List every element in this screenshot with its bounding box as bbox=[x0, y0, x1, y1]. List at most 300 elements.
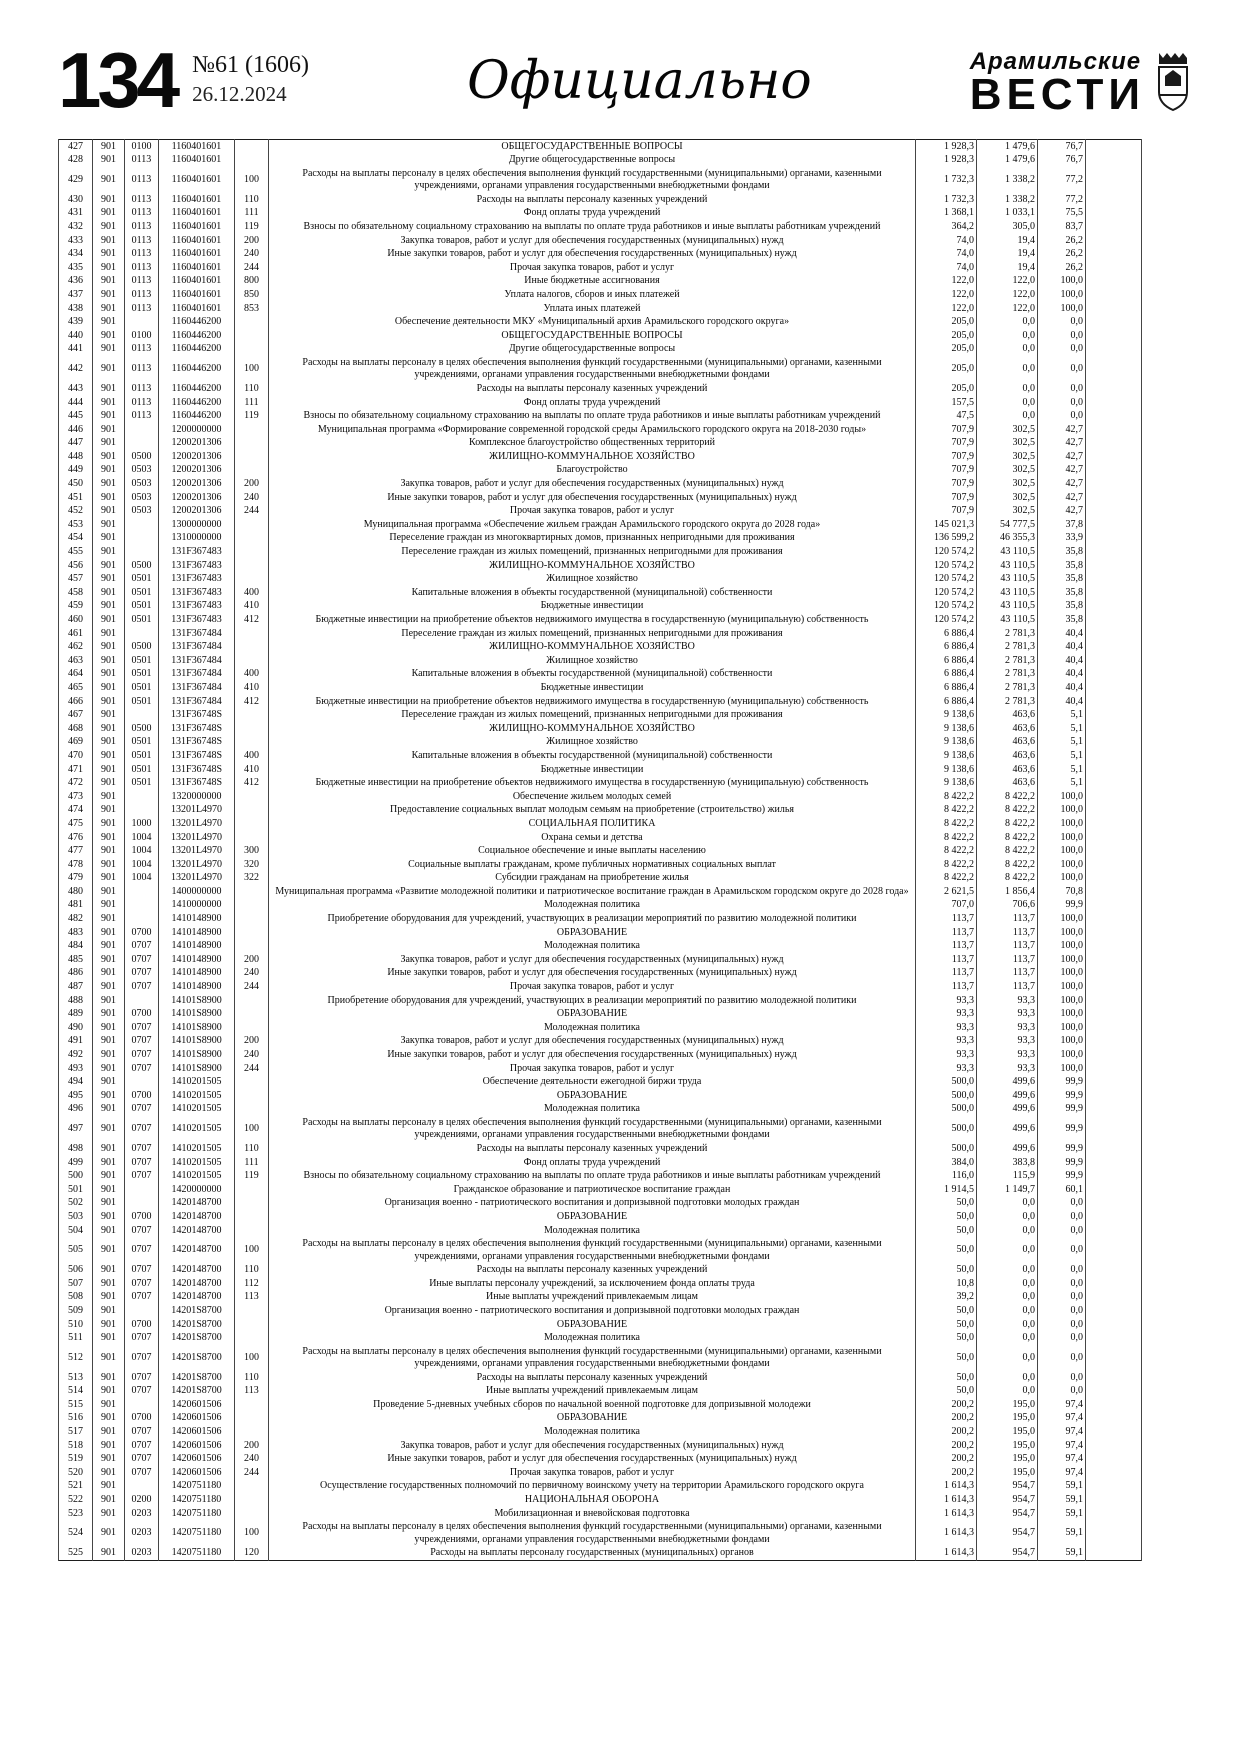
percent-value: 99,9 bbox=[1038, 1142, 1086, 1156]
expense-name: Обеспечение деятельности МКУ «Муниципальный архив Арамильского городского округа» bbox=[269, 316, 916, 330]
table-row bbox=[59, 1480, 1142, 1494]
expense-name: Капитальные вложения в объекты государственной (муниципальной) собственности bbox=[269, 668, 916, 682]
target-article-code: 131F367483 bbox=[159, 586, 235, 600]
section-code bbox=[125, 804, 159, 818]
executed-value: 0,0 bbox=[977, 1345, 1038, 1371]
table-row bbox=[59, 912, 1142, 926]
expense-type-code bbox=[235, 464, 269, 478]
percent-value: 35,8 bbox=[1038, 545, 1086, 559]
section-code: 0503 bbox=[125, 464, 159, 478]
grbs-code: 901 bbox=[93, 1035, 125, 1049]
grbs-code: 901 bbox=[93, 681, 125, 695]
table-row bbox=[59, 586, 1142, 600]
plan-value: 1 614,3 bbox=[916, 1507, 977, 1521]
plan-value: 364,2 bbox=[916, 220, 977, 234]
target-article-code: 1160401601 bbox=[159, 167, 235, 193]
target-article-code: 13201L4970 bbox=[159, 817, 235, 831]
section-code: 0203 bbox=[125, 1507, 159, 1521]
row-number: 454 bbox=[59, 532, 93, 546]
grbs-code: 901 bbox=[93, 722, 125, 736]
row-number: 432 bbox=[59, 220, 93, 234]
spacer-cell bbox=[1086, 1466, 1142, 1480]
executed-value: 302,5 bbox=[977, 437, 1038, 451]
target-article-code: 1420601506 bbox=[159, 1425, 235, 1439]
percent-value: 33,9 bbox=[1038, 532, 1086, 546]
expense-type-code: 120 bbox=[235, 1547, 269, 1561]
row-number: 428 bbox=[59, 154, 93, 168]
section-code: 0700 bbox=[125, 1210, 159, 1224]
executed-value: 2 781,3 bbox=[977, 681, 1038, 695]
expense-name: Проведение 5-дневных учебных сборов по начальной военной подготовке для допризывной молодежи bbox=[269, 1398, 916, 1412]
expense-type-code: 850 bbox=[235, 288, 269, 302]
spacer-cell bbox=[1086, 967, 1142, 981]
row-number: 506 bbox=[59, 1264, 93, 1278]
executed-value: 302,5 bbox=[977, 464, 1038, 478]
executed-value: 0,0 bbox=[977, 1224, 1038, 1238]
expense-name: Закупка товаров, работ и услуг для обеспечения государственных (муниципальных) нужд bbox=[269, 234, 916, 248]
section-code bbox=[125, 1480, 159, 1494]
row-number: 502 bbox=[59, 1197, 93, 1211]
expense-name: Организация военно - патриотического воспитания и допризывной подготовки молодых граждан bbox=[269, 1304, 916, 1318]
table-row bbox=[59, 1371, 1142, 1385]
spacer-cell bbox=[1086, 940, 1142, 954]
row-number: 483 bbox=[59, 926, 93, 940]
table-row bbox=[59, 343, 1142, 357]
section-code: 0113 bbox=[125, 288, 159, 302]
spacer-cell bbox=[1086, 1385, 1142, 1399]
target-article-code: 1160446200 bbox=[159, 410, 235, 424]
section-code: 0700 bbox=[125, 926, 159, 940]
expense-type-code bbox=[235, 532, 269, 546]
expense-type-code bbox=[235, 423, 269, 437]
target-article-code: 131F367484 bbox=[159, 695, 235, 709]
section-code: 0501 bbox=[125, 600, 159, 614]
section-code: 1000 bbox=[125, 817, 159, 831]
target-article-code: 1410148900 bbox=[159, 967, 235, 981]
section-code: 0707 bbox=[125, 1385, 159, 1399]
row-number: 448 bbox=[59, 450, 93, 464]
target-article-code: 1160446200 bbox=[159, 343, 235, 357]
executed-value: 2 781,3 bbox=[977, 668, 1038, 682]
grbs-code: 901 bbox=[93, 1466, 125, 1480]
table-row bbox=[59, 410, 1142, 424]
expense-name: Иные выплаты учреждений привлекаемым лицам bbox=[269, 1291, 916, 1305]
spacer-cell bbox=[1086, 450, 1142, 464]
expense-name: Другие общегосударственные вопросы bbox=[269, 343, 916, 357]
percent-value: 97,4 bbox=[1038, 1453, 1086, 1467]
expense-name: Расходы на выплаты персоналу государственных (муниципальных) органов bbox=[269, 1547, 916, 1561]
row-number: 522 bbox=[59, 1493, 93, 1507]
plan-value: 8 422,2 bbox=[916, 858, 977, 872]
grbs-code: 901 bbox=[93, 709, 125, 723]
target-article-code: 1400000000 bbox=[159, 885, 235, 899]
table-row bbox=[59, 695, 1142, 709]
percent-value: 100,0 bbox=[1038, 994, 1086, 1008]
executed-value: 0,0 bbox=[977, 316, 1038, 330]
table-row bbox=[59, 1412, 1142, 1426]
expense-type-code bbox=[235, 1507, 269, 1521]
table-row bbox=[59, 518, 1142, 532]
executed-value: 0,0 bbox=[977, 1371, 1038, 1385]
section-code bbox=[125, 790, 159, 804]
percent-value: 100,0 bbox=[1038, 967, 1086, 981]
plan-value: 8 422,2 bbox=[916, 804, 977, 818]
expense-type-code: 200 bbox=[235, 953, 269, 967]
spacer-cell bbox=[1086, 1318, 1142, 1332]
row-number: 503 bbox=[59, 1210, 93, 1224]
page-number: 134 bbox=[58, 36, 177, 124]
table-row bbox=[59, 722, 1142, 736]
table-row bbox=[59, 1008, 1142, 1022]
percent-value: 0,0 bbox=[1038, 316, 1086, 330]
row-number: 472 bbox=[59, 777, 93, 791]
section-code: 0203 bbox=[125, 1547, 159, 1561]
plan-value: 8 422,2 bbox=[916, 831, 977, 845]
row-number: 481 bbox=[59, 899, 93, 913]
plan-value: 1 914,5 bbox=[916, 1183, 977, 1197]
table-row bbox=[59, 1142, 1142, 1156]
page-header bbox=[0, 0, 1241, 124]
expense-name: Прочая закупка товаров, работ и услуг bbox=[269, 1062, 916, 1076]
expense-name: ЖИЛИЩНО-КОММУНАЛЬНОЕ ХОЗЯЙСТВО bbox=[269, 450, 916, 464]
plan-value: 200,2 bbox=[916, 1425, 977, 1439]
expense-name: Бюджетные инвестиции bbox=[269, 763, 916, 777]
table-row bbox=[59, 845, 1142, 859]
plan-value: 113,7 bbox=[916, 953, 977, 967]
expense-type-code: 111 bbox=[235, 1156, 269, 1170]
spacer-cell bbox=[1086, 654, 1142, 668]
plan-value: 120 574,2 bbox=[916, 600, 977, 614]
grbs-code: 901 bbox=[93, 790, 125, 804]
spacer-cell bbox=[1086, 899, 1142, 913]
executed-value: 43 110,5 bbox=[977, 586, 1038, 600]
executed-value: 954,7 bbox=[977, 1480, 1038, 1494]
grbs-code: 901 bbox=[93, 845, 125, 859]
target-article-code: 131F36748S bbox=[159, 736, 235, 750]
grbs-code: 901 bbox=[93, 518, 125, 532]
expense-type-code: 244 bbox=[235, 261, 269, 275]
executed-value: 1 856,4 bbox=[977, 885, 1038, 899]
executed-value: 113,7 bbox=[977, 940, 1038, 954]
spacer-cell bbox=[1086, 1008, 1142, 1022]
executed-value: 122,0 bbox=[977, 275, 1038, 289]
expense-name: Иные закупки товаров, работ и услуг для обеспечения государственных (муниципальных) нужд bbox=[269, 248, 916, 262]
target-article-code: 14101S8900 bbox=[159, 1035, 235, 1049]
executed-value: 195,0 bbox=[977, 1425, 1038, 1439]
spacer-cell bbox=[1086, 1103, 1142, 1117]
plan-value: 8 422,2 bbox=[916, 817, 977, 831]
spacer-cell bbox=[1086, 1183, 1142, 1197]
section-code bbox=[125, 709, 159, 723]
executed-value: 302,5 bbox=[977, 477, 1038, 491]
grbs-code: 901 bbox=[93, 804, 125, 818]
row-number: 470 bbox=[59, 749, 93, 763]
plan-value: 6 886,4 bbox=[916, 641, 977, 655]
percent-value: 42,7 bbox=[1038, 491, 1086, 505]
target-article-code: 14101S8900 bbox=[159, 1062, 235, 1076]
executed-value: 0,0 bbox=[977, 1318, 1038, 1332]
percent-value: 42,7 bbox=[1038, 505, 1086, 519]
section-code: 0503 bbox=[125, 505, 159, 519]
expense-type-code: 240 bbox=[235, 248, 269, 262]
executed-value: 302,5 bbox=[977, 423, 1038, 437]
plan-value: 500,0 bbox=[916, 1076, 977, 1090]
target-article-code: 131F367484 bbox=[159, 681, 235, 695]
expense-type-code: 100 bbox=[235, 1116, 269, 1142]
row-number: 465 bbox=[59, 681, 93, 695]
row-number: 474 bbox=[59, 804, 93, 818]
section-code: 0113 bbox=[125, 396, 159, 410]
table-row bbox=[59, 858, 1142, 872]
executed-value: 113,7 bbox=[977, 926, 1038, 940]
percent-value: 60,1 bbox=[1038, 1183, 1086, 1197]
grbs-code: 901 bbox=[93, 450, 125, 464]
expense-name: Бюджетные инвестиции на приобретение объектов недвижимого имущества в государственную (муниципальную) собственность bbox=[269, 777, 916, 791]
table-row bbox=[59, 234, 1142, 248]
grbs-code: 901 bbox=[93, 1062, 125, 1076]
spacer-cell bbox=[1086, 1412, 1142, 1426]
spacer-cell bbox=[1086, 1291, 1142, 1305]
percent-value: 75,5 bbox=[1038, 207, 1086, 221]
expense-name: ОБРАЗОВАНИЕ bbox=[269, 1318, 916, 1332]
expense-type-code: 119 bbox=[235, 410, 269, 424]
row-number: 431 bbox=[59, 207, 93, 221]
expense-type-code bbox=[235, 722, 269, 736]
expense-type-code bbox=[235, 1425, 269, 1439]
spacer-cell bbox=[1086, 275, 1142, 289]
section-code bbox=[125, 1398, 159, 1412]
executed-value: 8 422,2 bbox=[977, 845, 1038, 859]
plan-value: 50,0 bbox=[916, 1238, 977, 1264]
spacer-cell bbox=[1086, 1277, 1142, 1291]
percent-value: 35,8 bbox=[1038, 600, 1086, 614]
expense-type-code bbox=[235, 817, 269, 831]
spacer-cell bbox=[1086, 749, 1142, 763]
plan-value: 707,9 bbox=[916, 437, 977, 451]
row-number: 507 bbox=[59, 1277, 93, 1291]
percent-value: 83,7 bbox=[1038, 220, 1086, 234]
expense-type-code bbox=[235, 885, 269, 899]
plan-value: 50,0 bbox=[916, 1264, 977, 1278]
row-number: 514 bbox=[59, 1385, 93, 1399]
executed-value: 8 422,2 bbox=[977, 817, 1038, 831]
grbs-code: 901 bbox=[93, 477, 125, 491]
plan-value: 1 614,3 bbox=[916, 1547, 977, 1561]
expense-type-code: 100 bbox=[235, 1238, 269, 1264]
row-number: 497 bbox=[59, 1116, 93, 1142]
section-code bbox=[125, 545, 159, 559]
target-article-code: 1410201505 bbox=[159, 1116, 235, 1142]
expense-type-code bbox=[235, 1197, 269, 1211]
row-number: 455 bbox=[59, 545, 93, 559]
expense-name: Закупка товаров, работ и услуг для обеспечения государственных (муниципальных) нужд bbox=[269, 1035, 916, 1049]
section-code: 0707 bbox=[125, 1238, 159, 1264]
row-number: 439 bbox=[59, 316, 93, 330]
expense-name: Расходы на выплаты персоналу в целях обеспечения выполнения функций государственными (муниципальными) органами, казенными учреждениями, органами управления государственными внебюджетными фондами bbox=[269, 1238, 916, 1264]
section-code: 0707 bbox=[125, 1224, 159, 1238]
row-number: 504 bbox=[59, 1224, 93, 1238]
section-code: 0501 bbox=[125, 695, 159, 709]
target-article-code: 1200201306 bbox=[159, 437, 235, 451]
row-number: 489 bbox=[59, 1008, 93, 1022]
grbs-code: 901 bbox=[93, 899, 125, 913]
plan-value: 113,7 bbox=[916, 926, 977, 940]
expense-name: Организация военно - патриотического воспитания и допризывной подготовки молодых граждан bbox=[269, 1197, 916, 1211]
expense-name: ОБРАЗОВАНИЕ bbox=[269, 1008, 916, 1022]
plan-value: 200,2 bbox=[916, 1439, 977, 1453]
plan-value: 93,3 bbox=[916, 994, 977, 1008]
target-article-code: 1160401601 bbox=[159, 140, 235, 154]
grbs-code: 901 bbox=[93, 288, 125, 302]
spacer-cell bbox=[1086, 777, 1142, 791]
spacer-cell bbox=[1086, 885, 1142, 899]
target-article-code: 1420148700 bbox=[159, 1291, 235, 1305]
row-number: 509 bbox=[59, 1304, 93, 1318]
percent-value: 100,0 bbox=[1038, 872, 1086, 886]
table-row bbox=[59, 261, 1142, 275]
spacer-cell bbox=[1086, 994, 1142, 1008]
percent-value: 42,7 bbox=[1038, 450, 1086, 464]
target-article-code: 1420148700 bbox=[159, 1210, 235, 1224]
issue-number: №61 (1606) bbox=[192, 52, 310, 78]
target-article-code: 1200201306 bbox=[159, 450, 235, 464]
expense-type-code bbox=[235, 1480, 269, 1494]
percent-value: 0,0 bbox=[1038, 1210, 1086, 1224]
target-article-code: 1160401601 bbox=[159, 193, 235, 207]
plan-value: 39,2 bbox=[916, 1291, 977, 1305]
row-number: 467 bbox=[59, 709, 93, 723]
expense-type-code bbox=[235, 1076, 269, 1090]
table-row bbox=[59, 573, 1142, 587]
expense-name: Расходы на выплаты персоналу в целях обеспечения выполнения функций государственными (муниципальными) органами, казенными учреждениями, органами управления государственными внебюджетными фондами bbox=[269, 1521, 916, 1547]
executed-value: 463,6 bbox=[977, 722, 1038, 736]
percent-value: 59,1 bbox=[1038, 1507, 1086, 1521]
plan-value: 500,0 bbox=[916, 1142, 977, 1156]
grbs-code: 901 bbox=[93, 154, 125, 168]
expense-type-code bbox=[235, 654, 269, 668]
expense-name: Фонд оплаты труда учреждений bbox=[269, 207, 916, 221]
section-code: 0501 bbox=[125, 586, 159, 600]
executed-value: 2 781,3 bbox=[977, 654, 1038, 668]
target-article-code: 13201L4970 bbox=[159, 831, 235, 845]
expense-name: Расходы на выплаты персоналу в целях обеспечения выполнения функций государственными (муниципальными) органами, казенными учреждениями, органами управления государственными внебюджетными фондами bbox=[269, 1116, 916, 1142]
table-row bbox=[59, 926, 1142, 940]
section-code: 0500 bbox=[125, 641, 159, 655]
spacer-cell bbox=[1086, 1142, 1142, 1156]
table-row bbox=[59, 437, 1142, 451]
expense-name: Мобилизационная и вневойсковая подготовка bbox=[269, 1507, 916, 1521]
table-row bbox=[59, 1210, 1142, 1224]
percent-value: 59,1 bbox=[1038, 1493, 1086, 1507]
executed-value: 0,0 bbox=[977, 1385, 1038, 1399]
percent-value: 0,0 bbox=[1038, 343, 1086, 357]
target-article-code: 1420751180 bbox=[159, 1493, 235, 1507]
executed-value: 302,5 bbox=[977, 505, 1038, 519]
grbs-code: 901 bbox=[93, 1183, 125, 1197]
target-article-code: 1410148900 bbox=[159, 912, 235, 926]
expense-type-code: 110 bbox=[235, 193, 269, 207]
target-article-code: 13201L4970 bbox=[159, 858, 235, 872]
section-code: 0707 bbox=[125, 1021, 159, 1035]
expense-name: СОЦИАЛЬНАЯ ПОЛИТИКА bbox=[269, 817, 916, 831]
spacer-cell bbox=[1086, 1425, 1142, 1439]
issue-date: 26.12.2024 bbox=[192, 82, 287, 106]
table-row bbox=[59, 1156, 1142, 1170]
row-number: 484 bbox=[59, 940, 93, 954]
percent-value: 97,4 bbox=[1038, 1398, 1086, 1412]
row-number: 473 bbox=[59, 790, 93, 804]
plan-value: 200,2 bbox=[916, 1466, 977, 1480]
target-article-code: 1160401601 bbox=[159, 220, 235, 234]
percent-value: 100,0 bbox=[1038, 275, 1086, 289]
grbs-code: 901 bbox=[93, 763, 125, 777]
spacer-cell bbox=[1086, 1076, 1142, 1090]
spacer-cell bbox=[1086, 668, 1142, 682]
target-article-code: 131F367484 bbox=[159, 654, 235, 668]
section-code: 0113 bbox=[125, 356, 159, 382]
grbs-code: 901 bbox=[93, 1210, 125, 1224]
spacer-cell bbox=[1086, 1480, 1142, 1494]
expense-type-code: 100 bbox=[235, 356, 269, 382]
grbs-code: 901 bbox=[93, 1089, 125, 1103]
executed-value: 1 338,2 bbox=[977, 193, 1038, 207]
section-code bbox=[125, 899, 159, 913]
expense-name: Жилищное хозяйство bbox=[269, 736, 916, 750]
section-code: 0113 bbox=[125, 275, 159, 289]
percent-value: 100,0 bbox=[1038, 1035, 1086, 1049]
table-row bbox=[59, 532, 1142, 546]
table-row bbox=[59, 1277, 1142, 1291]
percent-value: 0,0 bbox=[1038, 1304, 1086, 1318]
table-row bbox=[59, 1103, 1142, 1117]
row-number: 449 bbox=[59, 464, 93, 478]
spacer-cell bbox=[1086, 1170, 1142, 1184]
grbs-code: 901 bbox=[93, 1507, 125, 1521]
table-row bbox=[59, 1385, 1142, 1399]
grbs-code: 901 bbox=[93, 1142, 125, 1156]
table-row bbox=[59, 1224, 1142, 1238]
grbs-code: 901 bbox=[93, 1197, 125, 1211]
target-article-code: 1420148700 bbox=[159, 1238, 235, 1264]
table-row bbox=[59, 275, 1142, 289]
spacer-cell bbox=[1086, 491, 1142, 505]
spacer-cell bbox=[1086, 559, 1142, 573]
percent-value: 42,7 bbox=[1038, 423, 1086, 437]
plan-value: 50,0 bbox=[916, 1224, 977, 1238]
plan-value: 1 928,3 bbox=[916, 154, 977, 168]
percent-value: 97,4 bbox=[1038, 1466, 1086, 1480]
grbs-code: 901 bbox=[93, 1385, 125, 1399]
grbs-code: 901 bbox=[93, 1453, 125, 1467]
table-row bbox=[59, 545, 1142, 559]
expense-type-code: 400 bbox=[235, 586, 269, 600]
expense-name: Иные закупки товаров, работ и услуг для обеспечения государственных (муниципальных) нужд bbox=[269, 967, 916, 981]
plan-value: 47,5 bbox=[916, 410, 977, 424]
percent-value: 40,4 bbox=[1038, 695, 1086, 709]
section-code: 0113 bbox=[125, 302, 159, 316]
row-number: 485 bbox=[59, 953, 93, 967]
percent-value: 99,9 bbox=[1038, 899, 1086, 913]
table-row bbox=[59, 1318, 1142, 1332]
table-row bbox=[59, 464, 1142, 478]
spacer-cell bbox=[1086, 858, 1142, 872]
masthead-right bbox=[969, 46, 1191, 119]
expense-name: Молодежная политика bbox=[269, 1332, 916, 1346]
expense-name: Расходы на выплаты персоналу в целях обеспечения выполнения функций государственными (муниципальными) органами, казенными учреждениями, органами управления государственными внебюджетными фондами bbox=[269, 1345, 916, 1371]
plan-value: 50,0 bbox=[916, 1197, 977, 1211]
executed-value: 0,0 bbox=[977, 382, 1038, 396]
table-row bbox=[59, 356, 1142, 382]
